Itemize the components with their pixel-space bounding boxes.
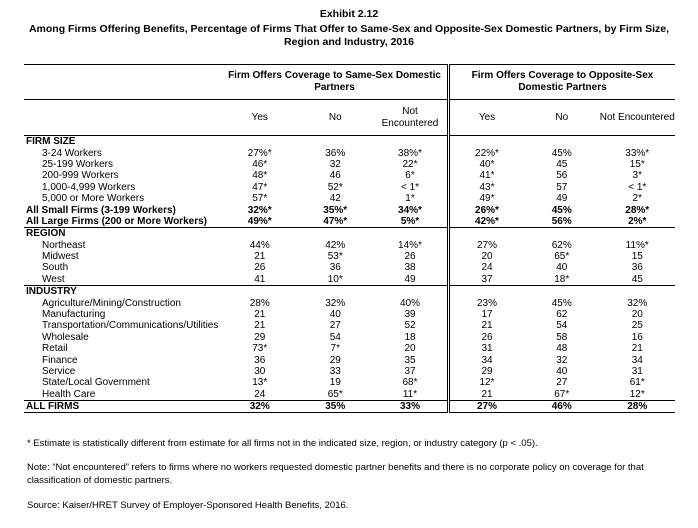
table-cell: 1*: [405, 193, 415, 205]
table-cell: 33%*: [625, 147, 650, 159]
table-cell: [222, 136, 298, 148]
table-cell: 21: [449, 320, 525, 331]
table-cell: 6*: [405, 170, 415, 182]
table-row: [24, 159, 675, 170]
table-cell: 29: [329, 354, 341, 366]
row-label: 25-199 Workers: [42, 158, 113, 170]
table-cell: 24: [449, 262, 525, 273]
col-header-no: No: [524, 100, 600, 136]
row-label: West: [42, 273, 65, 285]
row-label: 1,000-4,999 Workers: [42, 181, 136, 193]
table-cell: 14%*: [398, 239, 422, 251]
table-body: [24, 136, 675, 413]
table-cell: 49: [556, 193, 568, 205]
table-cell: 47%*: [323, 215, 348, 227]
row-label: INDUSTRY: [24, 286, 222, 298]
table-cell: 36: [254, 354, 266, 366]
table-cell: 46%: [524, 400, 600, 412]
table-cell: 21: [631, 343, 643, 355]
table-row: [24, 309, 675, 320]
table-cell: 32%: [325, 297, 346, 309]
table-cell: 18*: [554, 273, 570, 285]
table-cell: 21: [254, 251, 266, 263]
row-label: Transportation/Communications/Utilities: [42, 320, 219, 332]
table-cell: 36%: [325, 147, 346, 159]
table-cell: 38: [404, 262, 416, 274]
table-cell: 65*: [554, 251, 570, 263]
table-row: [24, 193, 675, 204]
table-cell: 54: [556, 320, 568, 332]
col-header-yes: Yes: [222, 100, 298, 136]
table-cell: 32%: [627, 297, 648, 309]
table-cell: 48: [556, 343, 568, 355]
row-label: Health Care: [42, 388, 96, 400]
row-label: FIRM SIZE: [26, 136, 76, 148]
table-cell: 28%: [249, 297, 270, 309]
table-row: [24, 297, 675, 308]
row-label: Agriculture/Mining/Construction: [42, 297, 181, 309]
table-row: [24, 240, 675, 251]
table-cell: 38%*: [398, 147, 422, 159]
table-row: [24, 182, 675, 193]
table-cell: 45%: [551, 147, 572, 159]
table-row: [24, 332, 675, 343]
asterisk-note: * Estimate is statistically different from estimate for all firms not in the indicated size, region, or industry category (p < .05).: [27, 438, 538, 449]
table-cell: < 1*: [628, 181, 647, 193]
table-cell: 22*: [402, 158, 418, 170]
table-cell: 18: [404, 331, 416, 343]
section-header-row: [24, 286, 675, 298]
table-cell: 12*: [629, 388, 645, 400]
table-cell: [524, 286, 600, 298]
col-header-no: No: [298, 100, 374, 136]
row-label: Retail: [42, 343, 68, 355]
table-cell: 23%: [449, 297, 525, 308]
table-cell: 48*: [252, 170, 268, 182]
table-cell: [298, 286, 374, 298]
table-cell: 36: [631, 262, 643, 274]
table-cell: [449, 136, 525, 148]
table-cell: 65*: [327, 388, 343, 400]
table-row: [24, 343, 675, 354]
table-cell: 5%*: [400, 215, 420, 227]
table-cell: 12*: [449, 377, 525, 388]
row-label: All Small Firms (3-199 Workers): [26, 204, 176, 216]
table-cell: 15*: [629, 158, 645, 170]
row-label: Finance: [42, 354, 78, 366]
table-cell: 45%: [551, 204, 572, 216]
table-cell: 45%: [551, 297, 572, 309]
table-cell: 32%: [222, 400, 298, 412]
same-sex-group-header: Firm Offers Coverage to Same-Sex Domestic Partners: [222, 65, 449, 100]
table-cell: 13*: [252, 377, 268, 389]
exhibit-title: Among Firms Offering Benefits, Percentage of Firms That Offer to Same-Sex and Opposite-Sex Domestic Partners, by Firm Size, Region and Industry, 2016: [28, 23, 670, 48]
table-row: [24, 354, 675, 365]
table-cell: 29: [449, 366, 525, 377]
row-label: Service: [42, 366, 76, 377]
table-cell: 57: [556, 181, 568, 193]
table-cell: 26: [449, 332, 525, 343]
table-cell: 34: [449, 354, 525, 365]
table-cell: 27%: [449, 400, 525, 412]
table-cell: 33: [329, 366, 341, 377]
table-row: [24, 170, 675, 181]
table-row: [24, 251, 675, 262]
table-cell: 44%: [249, 239, 270, 251]
table-cell: 45: [631, 273, 643, 285]
not-encountered-note: Note: “Not encountered” refers to firms where no workers requested domestic partner benefits and there is no corporate policy on coverage for that classification of domestic partners.: [27, 462, 644, 486]
source-note: Source: Kaiser/HRET Survey of Employer-Sponsored Health Benefits, 2016.: [27, 500, 349, 511]
table-cell: 37: [404, 366, 416, 377]
row-label: ALL FIRMS: [24, 400, 222, 412]
table-cell: 39: [404, 309, 416, 321]
table-cell: 41*: [449, 170, 525, 181]
table-cell: 21: [254, 309, 266, 321]
table-cell: 35%: [298, 400, 374, 412]
table-row: [24, 377, 675, 388]
table-cell: 7*: [330, 343, 340, 355]
row-label: Manufacturing: [42, 309, 106, 321]
table-cell: 47*: [252, 181, 268, 193]
row-label: Midwest: [42, 251, 79, 263]
table-row: [24, 262, 675, 273]
table-cell: 15: [631, 251, 643, 263]
table-cell: 30: [254, 366, 266, 377]
table-cell: [222, 286, 298, 298]
opposite-sex-group-header: Firm Offers Coverage to Opposite-Sex Domestic Partners: [449, 65, 676, 100]
table-row: [24, 147, 675, 158]
table-cell: [449, 228, 525, 240]
table-cell: 16: [631, 331, 643, 343]
table-cell: [373, 136, 449, 148]
col-header-not-encountered: Not Encountered: [600, 100, 676, 136]
table-cell: 58: [556, 331, 568, 343]
table-cell: 28%*: [625, 204, 650, 216]
table-cell: 42: [329, 193, 341, 205]
table-cell: 56%: [551, 215, 572, 227]
table-cell: [600, 228, 676, 240]
table-cell: 2*: [632, 193, 642, 205]
table-cell: 32%*: [247, 204, 272, 216]
row-label: South: [42, 262, 69, 274]
table-cell: 35: [404, 354, 416, 366]
total-row: [24, 216, 675, 228]
table-cell: 26: [404, 251, 416, 263]
table-cell: 46*: [252, 158, 268, 170]
table-cell: 45: [556, 158, 568, 170]
table-cell: [373, 286, 449, 298]
total-row: [24, 400, 675, 412]
table-cell: 20: [631, 309, 643, 321]
table-cell: 52: [404, 320, 416, 332]
table-cell: 17: [449, 309, 525, 320]
table-cell: 31: [631, 366, 643, 377]
table-cell: 21: [254, 320, 266, 332]
table-cell: 40%: [399, 297, 420, 309]
table-cell: [524, 136, 600, 148]
table-cell: [222, 228, 298, 240]
table-cell: 49: [404, 273, 416, 285]
table-cell: 32: [556, 354, 568, 366]
table-cell: 35%*: [323, 204, 348, 216]
table-cell: [298, 228, 374, 240]
row-label: Northeast: [42, 239, 86, 251]
table-cell: 67*: [554, 388, 570, 400]
corner-cell: [24, 65, 222, 100]
table-row: [24, 389, 675, 401]
table-cell: [524, 228, 600, 240]
table-cell: [600, 136, 676, 148]
exhibit-number: Exhibit 2.12: [319, 8, 379, 20]
table-cell: 10*: [327, 273, 343, 285]
table-cell: 36: [329, 262, 341, 274]
table-cell: 49%*: [247, 215, 272, 227]
row-label: State/Local Government: [42, 377, 150, 389]
row-label: 5,000 or More Workers: [42, 193, 145, 205]
table-cell: 73*: [252, 343, 268, 355]
table-cell: 42%: [325, 239, 346, 251]
table-cell: 62%: [551, 239, 572, 251]
table-cell: 32: [329, 158, 341, 170]
table-cell: 28%: [600, 400, 676, 412]
table-cell: 24: [254, 388, 266, 400]
table-cell: 52*: [327, 181, 343, 193]
table-cell: [373, 228, 449, 240]
table-cell: 21: [449, 389, 525, 401]
col-header-not-encountered: Not Encountered: [373, 100, 449, 136]
col-header-yes: Yes: [449, 100, 525, 136]
table-cell: 31: [449, 343, 525, 354]
table-cell: 33%: [373, 400, 449, 412]
table-cell: [600, 286, 676, 298]
table-cell: 11*: [402, 388, 418, 400]
table-cell: 61*: [629, 377, 645, 389]
table-cell: 62: [556, 309, 568, 321]
section-header-row: [24, 136, 675, 148]
table-cell: 43*: [449, 182, 525, 193]
table-cell: 20: [404, 343, 416, 355]
row-label-header: [24, 100, 222, 136]
table-cell: 42%*: [449, 216, 525, 228]
data-table: [24, 64, 675, 413]
table-row: [24, 366, 675, 377]
table-cell: 27: [329, 320, 341, 332]
total-row: [24, 204, 675, 215]
table-cell: 53*: [327, 251, 343, 263]
row-label: REGION: [24, 228, 222, 240]
table-cell: 29: [254, 331, 266, 343]
table-cell: 27%: [449, 240, 525, 251]
table-cell: 56: [556, 170, 568, 182]
table-cell: 20: [449, 251, 525, 262]
table-cell: 40*: [449, 159, 525, 170]
row-label: Wholesale: [42, 331, 89, 343]
table-cell: 27: [556, 377, 568, 389]
table-cell: 27%*: [247, 147, 272, 159]
table-cell: 40: [329, 309, 341, 321]
table-cell: 49*: [449, 193, 525, 204]
table-cell: 25: [631, 320, 643, 332]
table-cell: 11%*: [625, 239, 649, 251]
table-cell: 46: [329, 170, 341, 182]
table-cell: 34%*: [398, 204, 422, 216]
table-cell: 26%*: [449, 204, 525, 215]
table-cell: 22%*: [449, 147, 525, 158]
table-cell: 57*: [252, 193, 268, 205]
table-cell: < 1*: [400, 181, 420, 193]
table-row: [24, 320, 675, 331]
table-cell: 2%*: [628, 215, 647, 227]
table-cell: 54: [329, 331, 341, 343]
table-cell: 19: [329, 377, 341, 389]
table-cell: 40: [556, 262, 568, 274]
table-cell: 41: [254, 273, 266, 285]
table-cell: [298, 136, 374, 148]
table-row: [24, 274, 675, 286]
table-cell: 3*: [632, 170, 642, 182]
table-cell: 26: [254, 262, 266, 274]
row-label: 200-999 Workers: [42, 170, 119, 182]
section-header-row: [24, 228, 675, 240]
row-label: 3-24 Workers: [42, 147, 102, 159]
table-cell: 34: [631, 354, 643, 366]
row-label: All Large Firms (200 or More Workers): [26, 215, 207, 227]
table-cell: [449, 286, 525, 298]
table-cell: 37: [449, 274, 525, 286]
table-cell: 68*: [402, 377, 418, 389]
table-cell: 40: [556, 366, 568, 377]
